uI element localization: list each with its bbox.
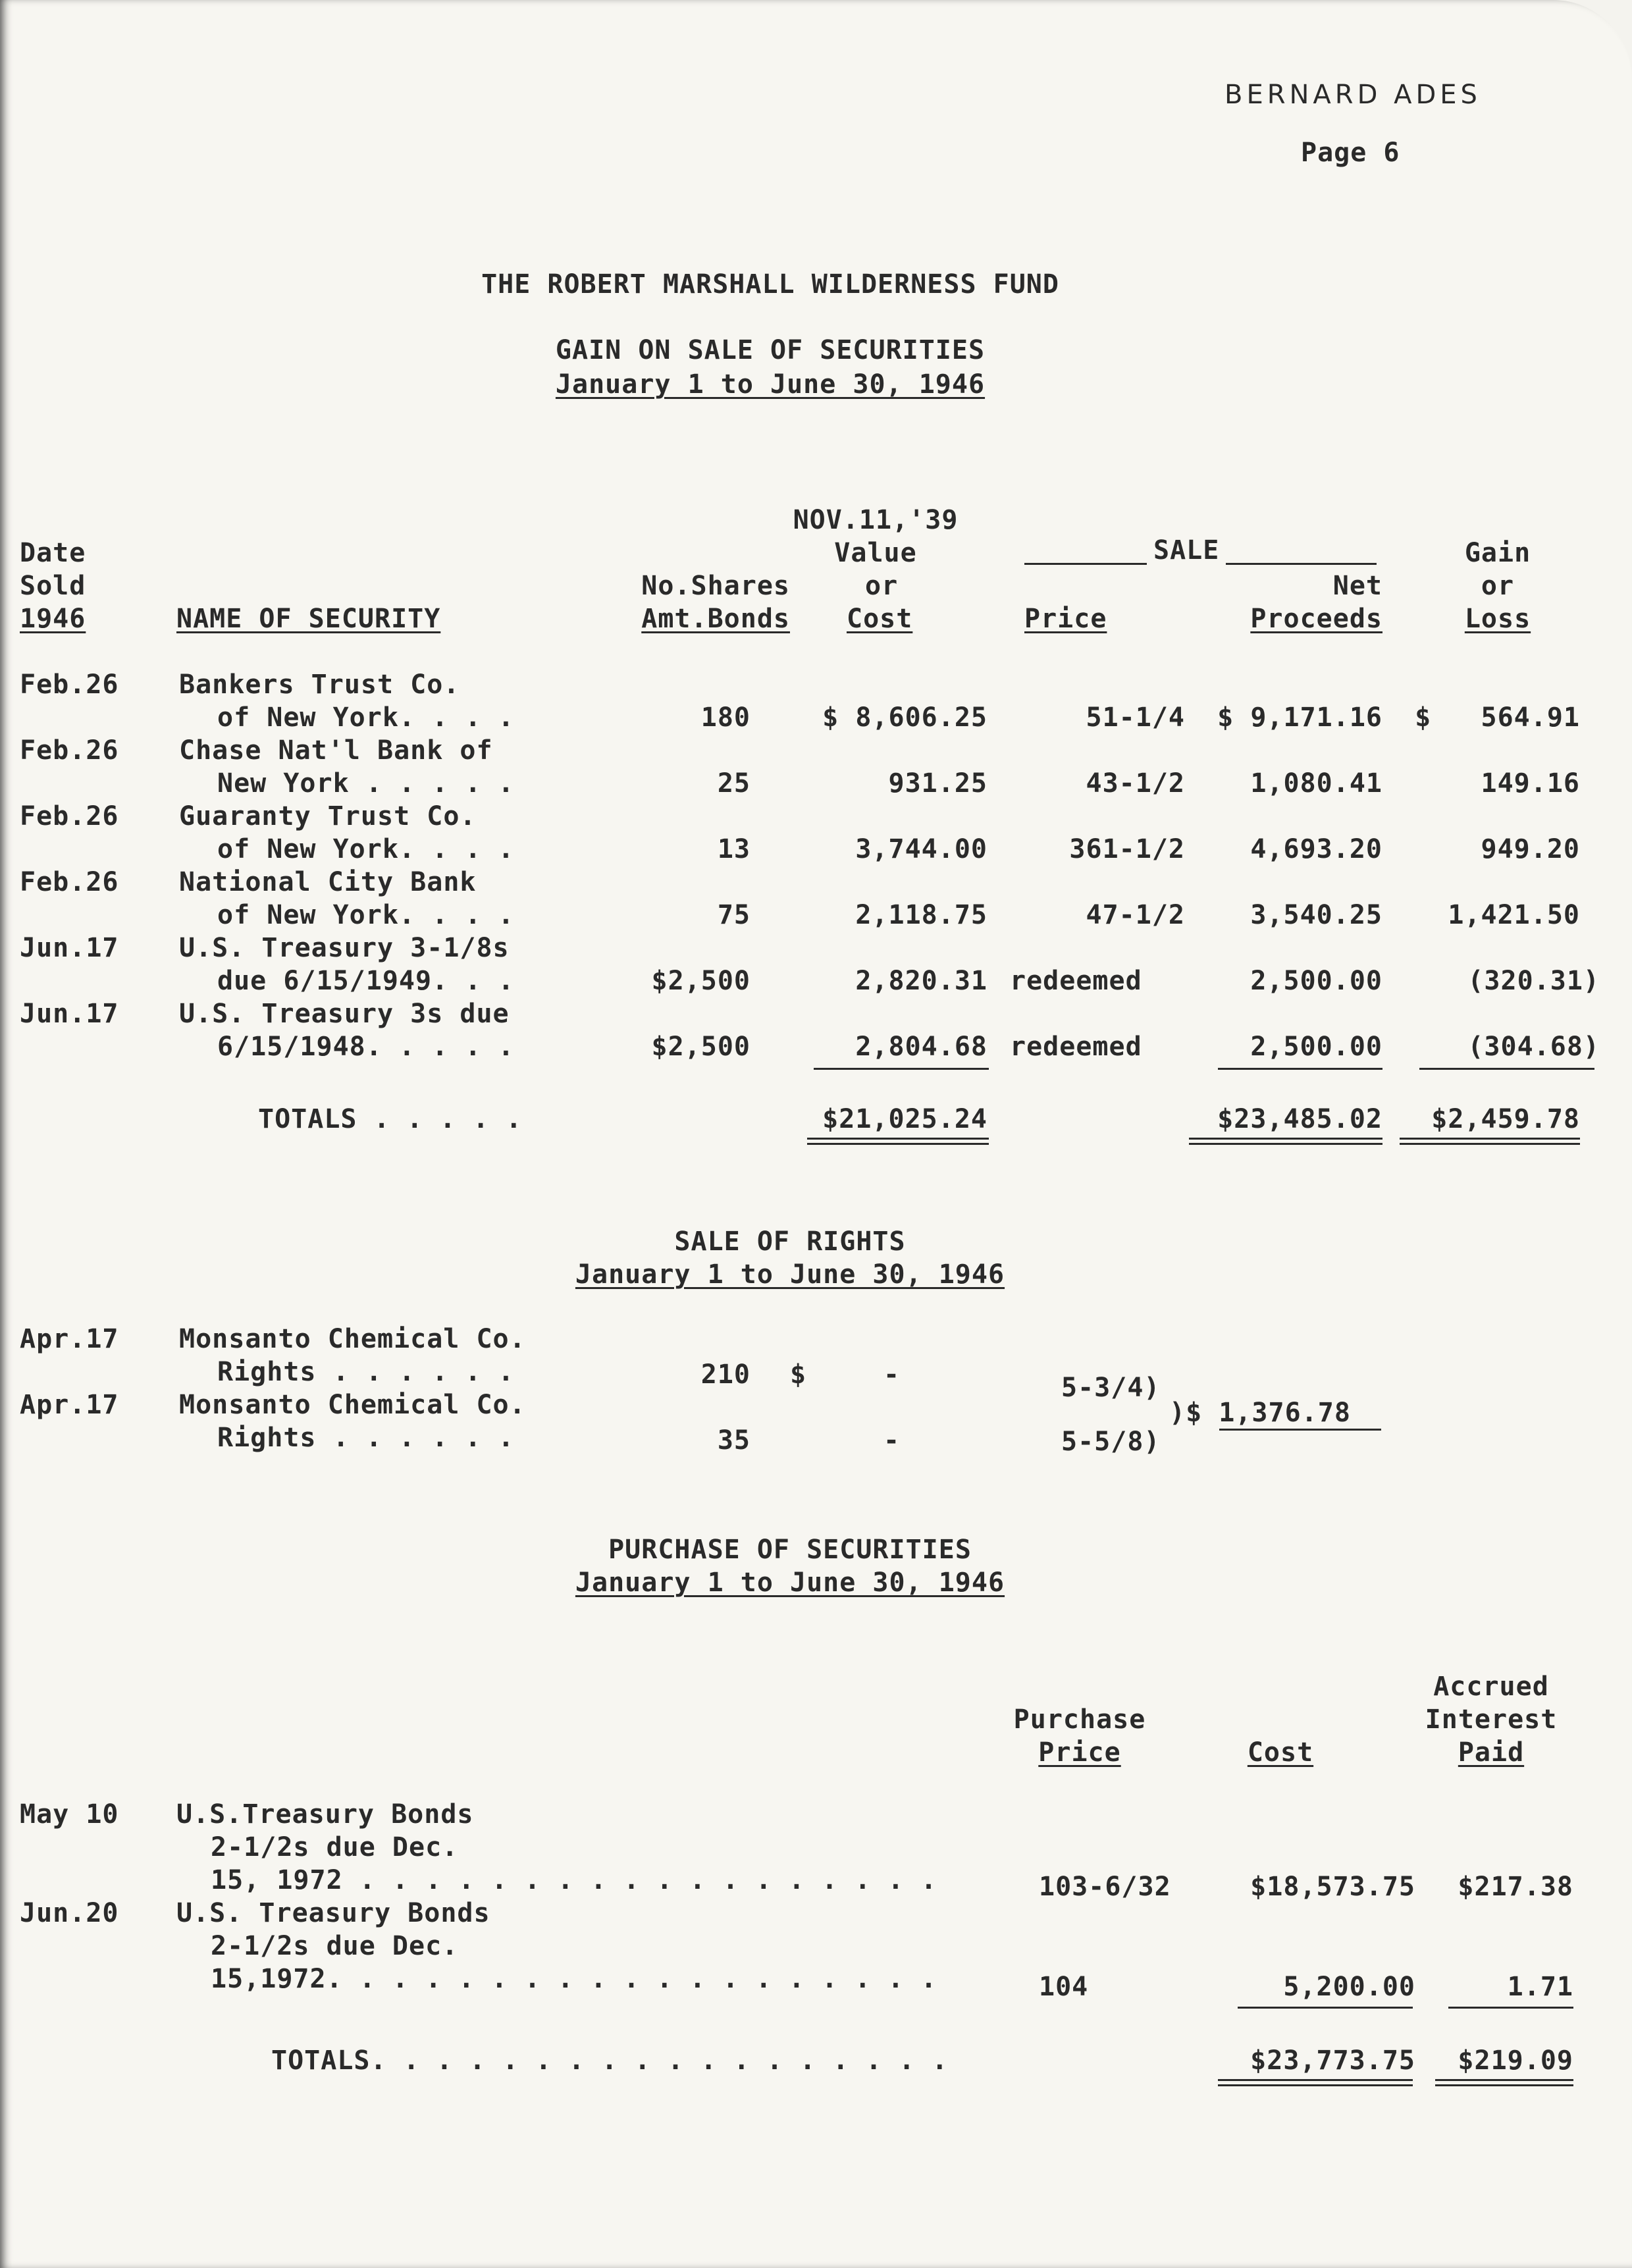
purchase-name-cont: 2-1/2s due Dec. bbox=[211, 1832, 459, 1862]
row-shares: 13 bbox=[717, 834, 750, 864]
rights-date: Apr.17 bbox=[20, 1390, 119, 1420]
purchase-cost: $18,573.75 bbox=[1250, 1872, 1415, 1902]
row-date: Feb.26 bbox=[20, 735, 119, 766]
row-name-cont: due 6/15/1949. . . bbox=[217, 966, 515, 996]
purchase-name-cont: 2-1/2s due Dec. bbox=[211, 1931, 459, 1961]
row-cost: 2,118.75 bbox=[855, 900, 987, 930]
rights-shares: 210 bbox=[700, 1359, 750, 1390]
row-date: Feb.26 bbox=[20, 670, 119, 700]
row-name-cont: of New York. . . . bbox=[217, 900, 515, 930]
rights-name: Monsanto Chemical Co. bbox=[179, 1324, 526, 1354]
col-interest-line1: Accrued bbox=[1433, 1672, 1549, 1702]
row-net: 1,080.41 bbox=[1250, 768, 1382, 799]
row-date: Jun.17 bbox=[20, 933, 119, 963]
gain-subtotal-rule bbox=[1419, 1068, 1594, 1070]
rights-cost: - bbox=[883, 1425, 901, 1456]
col-date-line1: Date bbox=[20, 538, 86, 568]
row-cost: 3,744.00 bbox=[855, 834, 987, 864]
purchase-title: PURCHASE OF SECURITIES bbox=[608, 1535, 972, 1565]
purchase-total-cost: $23,773.75 bbox=[1250, 2045, 1415, 2076]
row-date: Feb.26 bbox=[20, 867, 119, 897]
letterhead-name: BERNARD ADES bbox=[1224, 80, 1481, 110]
row-net: 2,500.00 bbox=[1250, 1032, 1382, 1062]
row-shares: 180 bbox=[700, 702, 750, 733]
rights-proceeds: )$ 1,376.78 bbox=[1169, 1398, 1351, 1428]
net-subtotal-rule bbox=[1218, 1068, 1382, 1070]
row-price: redeemed bbox=[1010, 966, 1142, 996]
rights-proceeds-rule bbox=[1219, 1429, 1381, 1431]
row-shares: $2,500 bbox=[651, 966, 750, 996]
row-name: U.S. Treasury 3-1/8s bbox=[179, 933, 510, 963]
col-interest-line2: Interest bbox=[1425, 1704, 1558, 1735]
total-cost: $21,025.24 bbox=[822, 1104, 987, 1134]
purchase-name: U.S. Treasury Bonds bbox=[176, 1898, 490, 1928]
rights-cost-sign: $ bbox=[790, 1359, 807, 1390]
row-name: National City Bank bbox=[179, 867, 477, 897]
row-name: Guaranty Trust Co. bbox=[179, 801, 477, 831]
row-cost: $ 8,606.25 bbox=[822, 702, 987, 733]
row-date: Jun.17 bbox=[20, 999, 119, 1029]
row-shares: 75 bbox=[717, 900, 750, 930]
col-cost-line2: Value bbox=[834, 538, 917, 568]
row-shares: 25 bbox=[717, 768, 750, 799]
row-gain: 1,421.50 bbox=[1448, 900, 1580, 930]
gain-title: GAIN ON SALE OF SECURITIES bbox=[555, 335, 986, 365]
cost-subtotal-rule bbox=[814, 1068, 989, 1070]
purchase-period: January 1 to June 30, 1946 bbox=[575, 1568, 1005, 1598]
rights-period: January 1 to June 30, 1946 bbox=[575, 1259, 1005, 1290]
col-shares-line1: No.Shares bbox=[641, 571, 790, 601]
total-gain: $2,459.78 bbox=[1431, 1104, 1580, 1134]
rights-title: SALE OF RIGHTS bbox=[674, 1226, 906, 1257]
col-purchase-price-line2: Price bbox=[1038, 1737, 1121, 1768]
col-net-line2: Proceeds bbox=[1250, 604, 1382, 634]
row-cost: 931.25 bbox=[888, 768, 987, 799]
row-name-cont: of New York. . . . bbox=[217, 702, 515, 733]
row-price: 51-1/4 bbox=[1086, 702, 1185, 733]
row-cost: 2,804.68 bbox=[855, 1032, 987, 1062]
purchase-total-cost-double-rule bbox=[1218, 2079, 1413, 2086]
row-name-cont: New York . . . . . bbox=[217, 768, 515, 799]
col-date-line3: 1946 bbox=[20, 604, 86, 634]
page-number: Page 6 bbox=[1301, 138, 1400, 168]
col-cost-line1: NOV.11,'39 bbox=[793, 505, 959, 535]
row-price: 361-1/2 bbox=[1069, 834, 1185, 864]
purchase-interest-rule bbox=[1448, 2007, 1573, 2009]
row-name: Bankers Trust Co. bbox=[179, 670, 460, 700]
purchase-name-leader: 15, 1972 . . . . . . . . . . . . . . . . . . bbox=[211, 1865, 937, 1895]
col-name-header: NAME OF SECURITY bbox=[176, 604, 441, 634]
row-name: U.S. Treasury 3s due bbox=[179, 999, 510, 1029]
row-date: Feb.26 bbox=[20, 801, 119, 831]
col-shares-line2: Amt.Bonds bbox=[641, 604, 790, 634]
purchase-price: 104 bbox=[1039, 1972, 1089, 2002]
row-name-cont: of New York. . . . bbox=[217, 834, 515, 864]
row-price: 47-1/2 bbox=[1086, 900, 1185, 930]
purchase-totals-label: TOTALS. . . . . . . . . . . . . . . . . . bbox=[271, 2045, 949, 2076]
col-cost-line4: Cost bbox=[847, 604, 913, 634]
rights-name: Monsanto Chemical Co. bbox=[179, 1390, 526, 1420]
col-sale-header: SALE bbox=[1147, 535, 1226, 566]
purchase-total-interest: $219.09 bbox=[1458, 2045, 1573, 2076]
purchase-name: U.S.Treasury Bonds bbox=[176, 1799, 474, 1830]
row-gain: (320.31) bbox=[1467, 966, 1600, 996]
purchase-date: May 10 bbox=[20, 1799, 119, 1830]
col-purchase-cost: Cost bbox=[1247, 1737, 1314, 1768]
purchase-name-leader: 15,1972. . . . . . . . . . . . . . . . . . . bbox=[211, 1964, 937, 1994]
row-net: 2,500.00 bbox=[1250, 966, 1382, 996]
gain-period: January 1 to June 30, 1946 bbox=[555, 369, 986, 400]
rights-shares: 35 bbox=[717, 1425, 750, 1456]
row-gain: (304.68) bbox=[1467, 1032, 1600, 1062]
row-price: 43-1/2 bbox=[1086, 768, 1185, 799]
col-interest-line3: Paid bbox=[1458, 1737, 1525, 1768]
total-cost-double-rule bbox=[807, 1138, 989, 1145]
row-name: Chase Nat'l Bank of bbox=[179, 735, 493, 766]
col-net-line1: Net bbox=[1332, 571, 1382, 601]
rights-name-cont: Rights . . . . . . bbox=[217, 1357, 515, 1387]
col-date-line2: Sold bbox=[20, 571, 86, 601]
totals-label: TOTALS . . . . . bbox=[258, 1104, 523, 1134]
rights-cost: - bbox=[883, 1359, 901, 1390]
col-gain-line2: or bbox=[1481, 571, 1515, 601]
fund-title: THE ROBERT MARSHALL WILDERNESS FUND bbox=[481, 269, 1059, 300]
row-net: 4,693.20 bbox=[1250, 834, 1382, 864]
row-price: redeemed bbox=[1010, 1032, 1142, 1062]
col-cost-line3: or bbox=[865, 571, 899, 601]
total-net-double-rule bbox=[1189, 1138, 1382, 1145]
row-gain: 149.16 bbox=[1481, 768, 1580, 799]
purchase-cost: 5,200.00 bbox=[1283, 1972, 1415, 2002]
purchase-interest: $217.38 bbox=[1458, 1872, 1573, 1902]
col-price-header: Price bbox=[1024, 604, 1107, 634]
total-net: $23,485.02 bbox=[1217, 1104, 1382, 1134]
row-shares: $2,500 bbox=[651, 1032, 750, 1062]
rights-price: 5-5/8) bbox=[1061, 1427, 1161, 1457]
col-gain-line3: Loss bbox=[1464, 604, 1531, 634]
row-cost: 2,820.31 bbox=[855, 966, 987, 996]
total-gain-double-rule bbox=[1400, 1138, 1580, 1145]
col-gain-line1: Gain bbox=[1464, 538, 1531, 568]
purchase-date: Jun.20 bbox=[20, 1898, 119, 1928]
rights-price: 5-3/4) bbox=[1061, 1373, 1161, 1403]
col-purchase-price-line1: Purchase bbox=[1013, 1704, 1146, 1735]
purchase-price: 103-6/32 bbox=[1039, 1872, 1171, 1902]
row-net: $ 9,171.16 bbox=[1217, 702, 1382, 733]
rights-name-cont: Rights . . . . . . bbox=[217, 1423, 515, 1453]
purchase-interest: 1.71 bbox=[1507, 1972, 1573, 2002]
row-gain: 949.20 bbox=[1481, 834, 1580, 864]
rights-date: Apr.17 bbox=[20, 1324, 119, 1354]
purchase-cost-rule bbox=[1238, 2007, 1413, 2009]
row-net: 3,540.25 bbox=[1250, 900, 1382, 930]
row-name-cont: 6/15/1948. . . . . bbox=[217, 1032, 515, 1062]
purchase-total-interest-double-rule bbox=[1435, 2079, 1573, 2086]
row-gain: $ 564.91 bbox=[1415, 702, 1580, 733]
